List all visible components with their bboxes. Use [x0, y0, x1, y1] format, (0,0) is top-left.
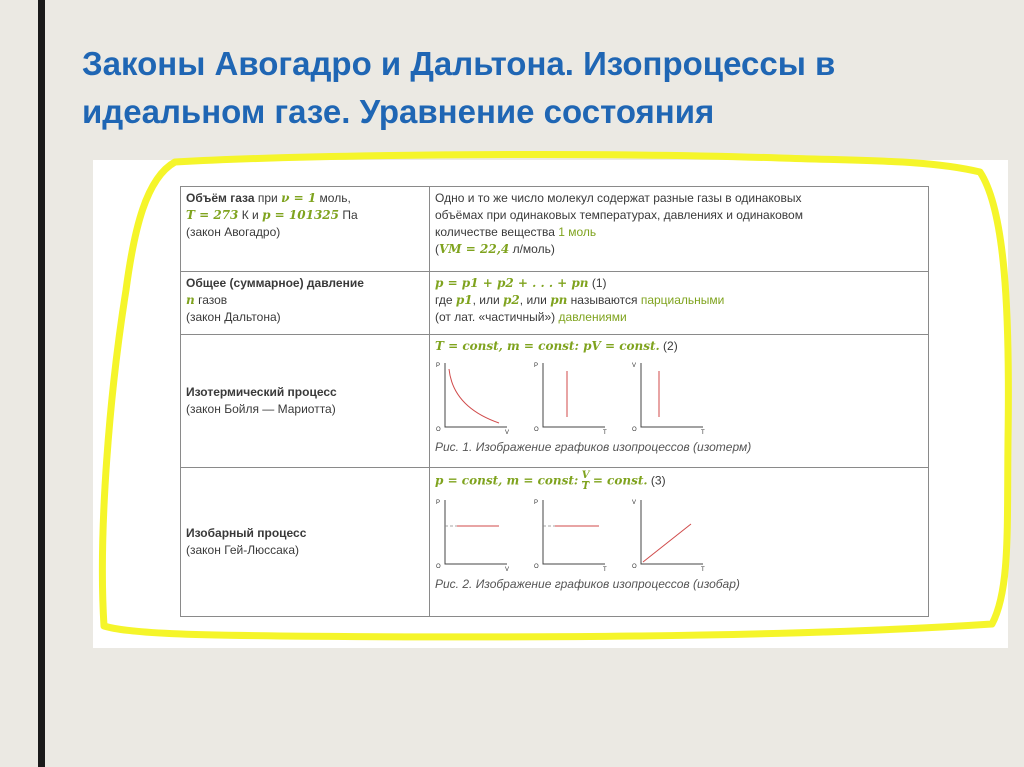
law-name: (закон Бойля — Мариотта) [186, 402, 336, 416]
axes [543, 500, 605, 564]
mole-value: 1 моль [558, 225, 597, 239]
formula-1: p = p1 + p2 + . . . + pn [435, 276, 589, 290]
process-name: Изобарный процесс [186, 526, 307, 540]
fraction-numerator: V [581, 470, 590, 481]
vt-isotherm-plot [631, 359, 707, 437]
graph-pt-isotherm [533, 359, 609, 437]
text: , или [519, 293, 547, 307]
formula-2: T = const, m = const: pV = const. [435, 339, 660, 353]
row-label-dalton [181, 272, 430, 335]
fraction-denominator: T [581, 481, 590, 492]
row-label-isothermal [181, 335, 430, 468]
y-axis-label: P [534, 500, 539, 506]
desc-line: объёмах при одинаковых температурах, давлениях и одинаковом [435, 208, 803, 222]
formula-p: p = 101325 [262, 208, 340, 222]
formula-pn: pn [550, 293, 568, 307]
left-accent-bar [38, 0, 45, 767]
row-desc-isobaric [430, 468, 929, 617]
y-axis-label: V [632, 500, 637, 506]
law-name: (закон Авогадро) [186, 225, 281, 239]
formula-number: (3) [650, 473, 666, 488]
law-name: (закон Дальтона) [186, 310, 281, 324]
formula-nu: ν = 1 [281, 191, 317, 205]
x-axis-label: V [505, 567, 510, 573]
axes [445, 500, 507, 564]
pv-isobar-plot [435, 496, 511, 574]
origin-label: O [436, 564, 441, 570]
isotherm-graphs [435, 359, 923, 437]
term-pressures: давлениями [558, 310, 627, 324]
text: ( [435, 242, 439, 256]
pt-isotherm-plot [533, 359, 609, 437]
row-desc-dalton [430, 272, 929, 335]
formula-number: (1) [591, 276, 607, 290]
isobar-line [643, 524, 691, 562]
x-axis-label: T [603, 567, 607, 573]
formula-p2: p2 [503, 293, 520, 307]
text: л/моль) [512, 242, 555, 256]
axes [641, 500, 703, 564]
isotherm-curve [449, 369, 499, 423]
table-row-dalton [181, 272, 929, 335]
text: К и [241, 208, 259, 222]
text: моль, [319, 191, 351, 205]
fraction-v-over-t [582, 471, 590, 492]
graph-vt-isobar [631, 496, 707, 574]
graph-pt-isobar [533, 496, 609, 574]
title-line-2: идеальном газе. Уравнение состояния [82, 93, 715, 130]
row-desc-avogadro [430, 187, 929, 272]
law-name: (закон Гей-Люссака) [186, 543, 299, 557]
formula-vm: VM = 22,4 [439, 242, 510, 256]
graph-pv-isobar [435, 496, 511, 574]
formula-p1: p1 [455, 293, 473, 307]
graph-vt-isotherm [631, 359, 707, 437]
origin-label: O [534, 427, 539, 433]
desc-text: количестве вещества [435, 225, 555, 239]
table-row-isothermal [181, 335, 929, 468]
process-name: Изотермический процесс [186, 385, 337, 399]
table-row-avogadro [181, 187, 929, 272]
desc-line: Одно и то же число молекул содержат разные газы в одинаковых [435, 191, 802, 205]
y-axis-label: P [436, 500, 441, 506]
text: газов [198, 293, 228, 307]
x-axis-label: T [701, 430, 705, 436]
volume-label: Объём газа [186, 191, 255, 205]
origin-label: O [632, 564, 637, 570]
formula-number: (2) [663, 339, 678, 353]
text: (от лат. «частичный») [435, 310, 556, 324]
formula-3-part: p = const, m = const: [435, 473, 579, 488]
text: при [257, 191, 278, 205]
text: , или [472, 293, 500, 307]
figure-caption: Рис. 1. Изображение графиков изопроцессов (изотерм) [435, 440, 752, 454]
pt-isobar-plot [533, 496, 609, 574]
y-axis-label: P [534, 363, 539, 369]
text: называются [570, 293, 638, 307]
title-line-1: Законы Авогадро и Дальтона. Изопроцессы в [82, 45, 836, 82]
text: где [435, 293, 453, 307]
pressure-label: Общее (суммарное) давление [186, 276, 364, 290]
x-axis-label: T [603, 430, 607, 436]
figure-caption: Рис. 2. Изображение графиков изопроцессов (изобар) [435, 577, 740, 591]
axes [445, 363, 507, 427]
graph-pv-isotherm [435, 359, 511, 437]
y-axis-label: V [632, 363, 637, 369]
pv-isotherm-plot [435, 359, 511, 437]
x-axis-label: V [505, 430, 510, 436]
term-partial: парциальными [640, 293, 725, 307]
page-title [82, 40, 982, 136]
y-axis-label: P [436, 363, 441, 369]
row-label-avogadro [181, 187, 430, 272]
laws-table [180, 186, 929, 617]
axes [543, 363, 605, 427]
formula-n: n [186, 293, 195, 307]
row-label-isobaric [181, 468, 430, 617]
origin-label: O [632, 427, 637, 433]
vt-isobar-plot [631, 496, 707, 574]
axes [641, 363, 703, 427]
formula-t: T = 273 [186, 208, 239, 222]
origin-label: O [436, 427, 441, 433]
formula-3-part: = const. [592, 473, 648, 488]
x-axis-label: T [701, 567, 705, 573]
isobar-graphs [435, 496, 923, 574]
table-row-isobaric [181, 468, 929, 617]
origin-label: O [534, 564, 539, 570]
row-desc-isothermal [430, 335, 929, 468]
text: Па [342, 208, 358, 222]
